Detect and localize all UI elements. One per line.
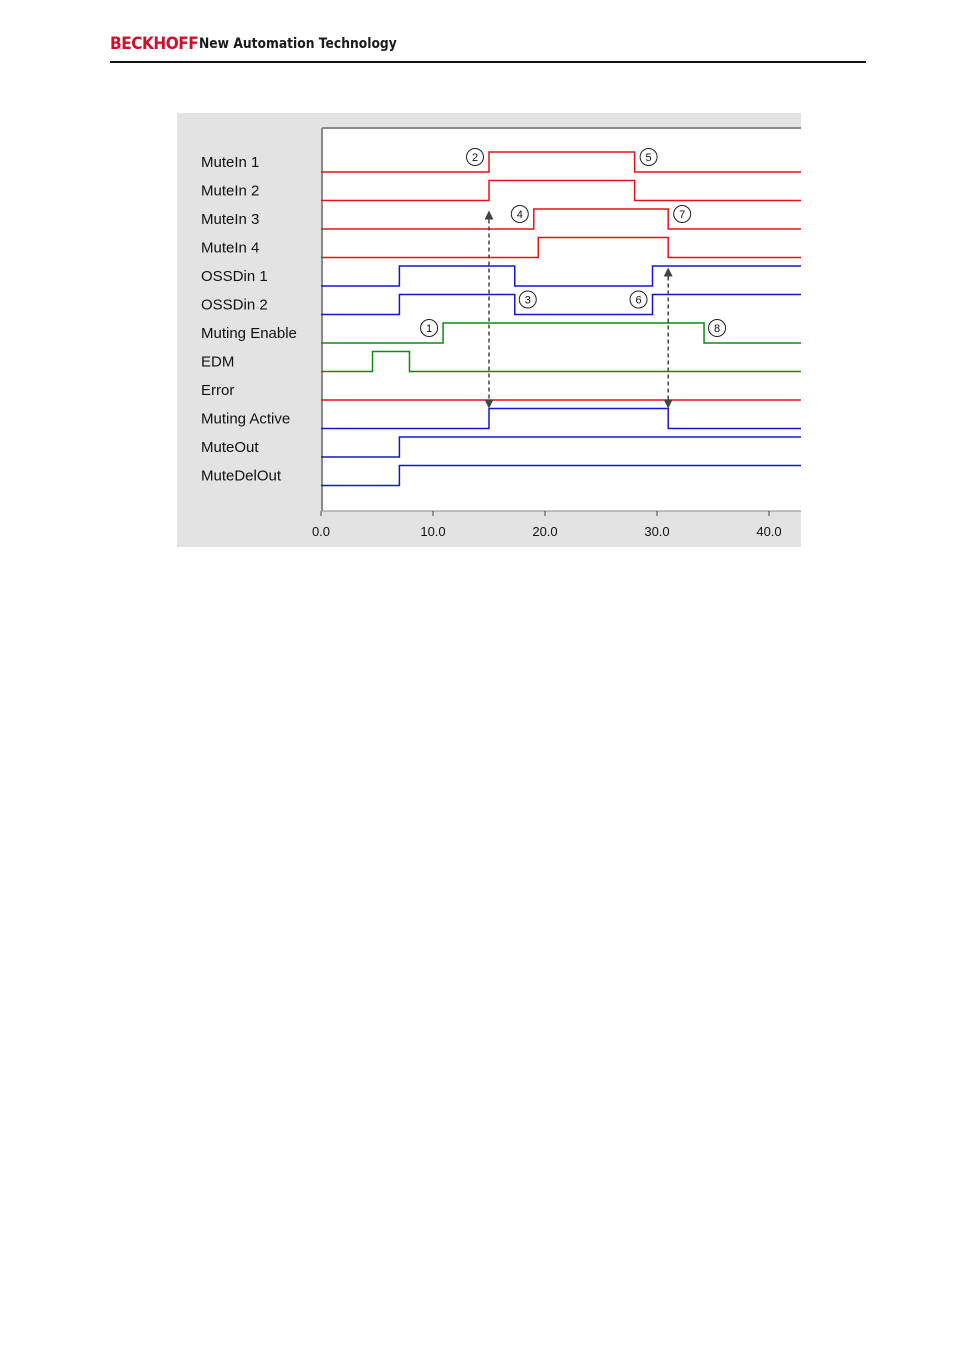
annotation-label: 4	[516, 209, 523, 221]
signal-label: Error	[201, 382, 235, 399]
signal-label: MuteIn 3	[201, 211, 260, 228]
signal-label: MuteIn 1	[201, 154, 260, 171]
signal-label: MuteIn 4	[201, 239, 260, 257]
signal-label: OSSDin 2	[201, 296, 268, 314]
annotation-label: 6	[635, 294, 642, 307]
signal-label: MuteIn 2	[201, 182, 260, 200]
signal-label: MuteOut	[201, 439, 259, 456]
signal-label: OSSDin 1	[201, 268, 268, 285]
timing-diagram-panel	[177, 113, 801, 547]
signal-label: EDM	[201, 353, 235, 371]
x-tick-label: 20.0	[532, 524, 558, 539]
signal-label: Muting Enable	[201, 325, 297, 342]
x-tick-label: 30.0	[644, 524, 670, 539]
plot-area	[322, 128, 801, 511]
signal-label: MuteDelOut	[201, 467, 282, 485]
annotation-label: 5	[645, 152, 652, 164]
header-divider	[110, 61, 866, 63]
brand-logo: BECKHOFF	[110, 34, 199, 54]
annotation-label: 7	[679, 209, 686, 221]
x-tick-label: 0.0	[311, 524, 331, 539]
timing-diagram	[177, 113, 801, 547]
x-tick-label: 10.0	[420, 524, 446, 539]
x-tick-label: 40.0	[756, 524, 782, 539]
annotation-label: 1	[426, 323, 433, 335]
annotation-label: 2	[471, 152, 479, 164]
signal-label: Muting Active	[201, 410, 291, 428]
annotation-label: 8	[713, 323, 721, 335]
brand-tagline: New Automation Technology	[199, 36, 397, 52]
annotation-label: 3	[524, 294, 531, 307]
page-header	[110, 34, 866, 66]
